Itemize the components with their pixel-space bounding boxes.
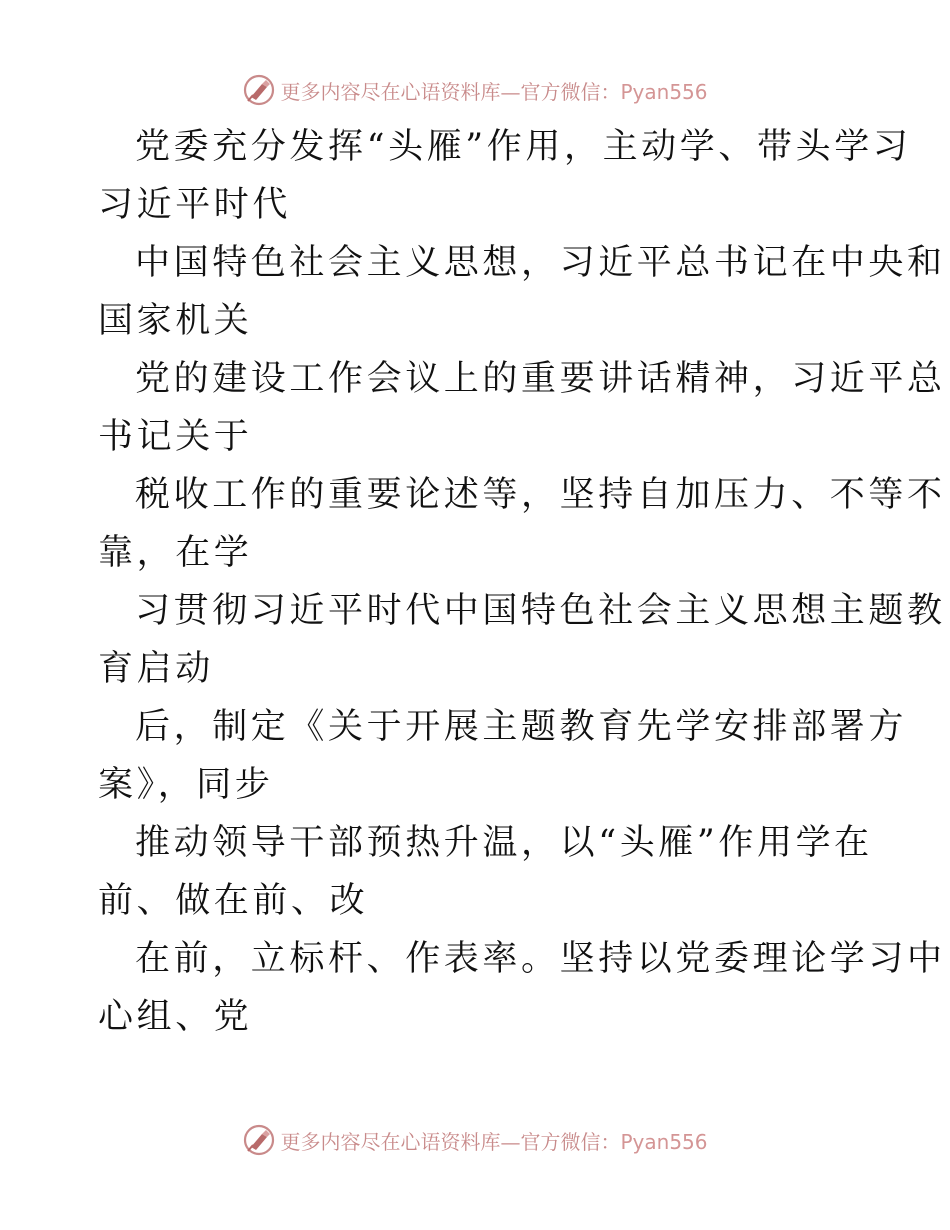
- text-line: 国家机关: [98, 301, 253, 341]
- document-body: [98, 118, 946, 1046]
- text-line: 育启动: [98, 649, 214, 689]
- text-line: 习贯彻习近平时代中国特色社会主义思想主题教: [135, 591, 946, 631]
- text-line: 后，制定《关于开展主题教育先学安排部署方: [135, 707, 908, 747]
- watermark-text: 更多内容尽在心语资料库—官方微信：Pyan556: [280, 79, 708, 104]
- text-line: 书记关于: [98, 417, 253, 457]
- text-line: 中国特色社会主义思想，习近平总书记在中央和: [135, 243, 946, 283]
- text-line: 税收工作的重要论述等，坚持自加压力、不等不: [135, 475, 946, 515]
- text-line: 靠，在学: [98, 533, 253, 573]
- text-line: 党委充分发挥“头雁”作用，主动学、带头学习: [135, 127, 912, 167]
- text-line: 推动领导干部预热升温，以“头雁”作用学在: [135, 823, 873, 863]
- watermark-text: 更多内容尽在心语资料库—官方微信：Pyan556: [280, 1129, 708, 1154]
- header-watermark: [0, 70, 950, 110]
- pen-nib-logo-icon: [242, 1123, 276, 1157]
- footer-watermark: [0, 1120, 950, 1160]
- text-line: 在前，立标杆、作表率。坚持以党委理论学习中: [135, 939, 946, 979]
- text-line: 前、做在前、改: [98, 881, 369, 921]
- text-line: 党的建设工作会议上的重要讲话精神，习近平总: [135, 359, 946, 399]
- text-line: 案》，同步: [98, 765, 274, 805]
- text-line: 习近平时代: [98, 185, 292, 225]
- pen-nib-logo-icon: [242, 73, 276, 107]
- text-line: 心组、党: [98, 997, 253, 1037]
